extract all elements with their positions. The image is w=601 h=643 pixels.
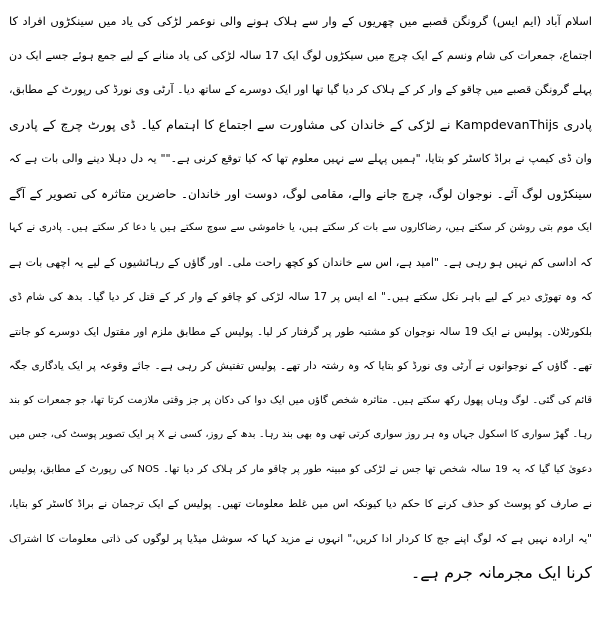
article-line: ایک موم بتی روشن کر سکتے ہیں، رضاکاروں سے بات کر سکتے ہیں، یا خاموشی سے سوچ سکتے ہیں یا دعا کر سکتے ہیں۔ پادری نے کہا xyxy=(9,222,592,233)
article-line: پہلے گرونگن قصبے میں چاقو کے وار کر کے ہلاک کر دیا گیا تھا اور ایک دوسرے کے ساتھ دیا۔ آرٹی وی نورڈ کی رپورٹ کے مطابق، xyxy=(9,83,592,96)
article-line: کہ وہ تھوڑی دیر کے لیے باہر نکل سکتے ہیں۔" اے ایس پر 17 سالہ لڑکی کو چاقو کے وار کر کے قتل کر دیا گیا۔ بدھ کی شام ڈی xyxy=(9,291,592,303)
article-line: کرنا ایک مجرمانہ جرم ہے۔ xyxy=(410,563,592,582)
article-line: اجتماع، جمعرات کی شام ونسم کے ایک چرچ میں سیکڑوں لوگ ایک 17 سالہ لڑکی کی یاد منانے کے لیے جمع ہوئے جسے ایک دن xyxy=(9,48,592,62)
article-line: رہا۔ گھڑ سواری کا اسکول جہاں وہ ہر روز سواری کرتی تھی وہ بھی بند رہا۔ بدھ کے روز، کسی نے X پر ایک تصویر پوسٹ کی، جس میں xyxy=(9,429,592,440)
article-line: قائم کی گئی۔ لوگ وہاں پھول رکھ سکتے ہیں۔ متاثرہ شخص گاؤں میں ایک دوا کی دکان پر جز وقتی ملازمت کرتا تھا، جو جمعرات کو بند xyxy=(9,394,592,406)
article-line: اسلام آباد (ایم ایس) گرونگن قصبے میں چھریوں کے وار سے ہلاک ہونے والی نوعمر لڑکی کی یاد میں سینکڑوں افراد کا xyxy=(9,14,592,28)
article-line: پادری KampdevanThijs نے لڑکی کے خاندان کی مشاورت سے اجتماع کا اہتمام کیا۔ ڈی پورٹ چرچ کے پادری xyxy=(9,116,592,132)
article-line: سینکڑوں لوگ آئے۔ نوجوان لوگ، چرچ جانے والے، مقامی لوگ، دوست اور خاندان۔ حاضرین متاثرہ کی تصویر کے آگے xyxy=(9,186,592,201)
article-line: وان ڈی کیمپ نے براڈ کاسٹر کو بتایا، "ہمیں پہلے سے نہیں معلوم تھا کہ کیا توقع کرنی ہے۔"" یہ دل دہلا دینے والی بات ہے کہ xyxy=(9,152,592,165)
article-line: "یہ ارادہ نہیں ہے کہ لوگ اپنے جج کا کردار ادا کریں،" انہوں نے مزید کہا کہ سوشل میڈیا پر لوگوں کی ذاتی معلومات کا اشتراک xyxy=(9,532,592,545)
article-line: تھے۔ گاؤں کے نوجوانوں نے آرٹی وی نورڈ کو بتایا کہ وہ رشتہ دار تھے۔ پولیس تفتیش کر رہی ہے۔ جائے وقوعہ پر ایک یادگاری جگہ xyxy=(9,360,592,372)
article-line: بلکورٹلان۔ پولیس نے ایک 19 سالہ نوجوان کو مشتبہ طور پر گرفتار کر لیا۔ پولیس کے مطابق ملزم اور مقتول ایک دوسرے کو جانتے xyxy=(9,325,592,338)
article-line: دعویٰ کیا گیا کہ یہ 19 سالہ شخص تھا جس نے لڑکی کو مبینہ طور پر چاقو مار کر ہلاک کر دیا تھا۔ NOS کی رپورٹ کے مطابق، پولیس xyxy=(9,463,592,475)
article-line: نے صارف کو پوسٹ کو حذف کرنے کا حکم دیا کیونکہ اس میں غلط معلومات تھیں۔ پولیس کے ایک ترجمان نے براڈ کاسٹر کو بتایا، xyxy=(9,498,592,510)
article-line: کہ اداسی کم نہیں ہو رہی ہے۔ "امید ہے، اس سے خاندان کو کچھ راحت ملی۔ اور گاؤں کے رہائشیوں کے لیے یہ اچھی بات ہے xyxy=(9,255,592,269)
